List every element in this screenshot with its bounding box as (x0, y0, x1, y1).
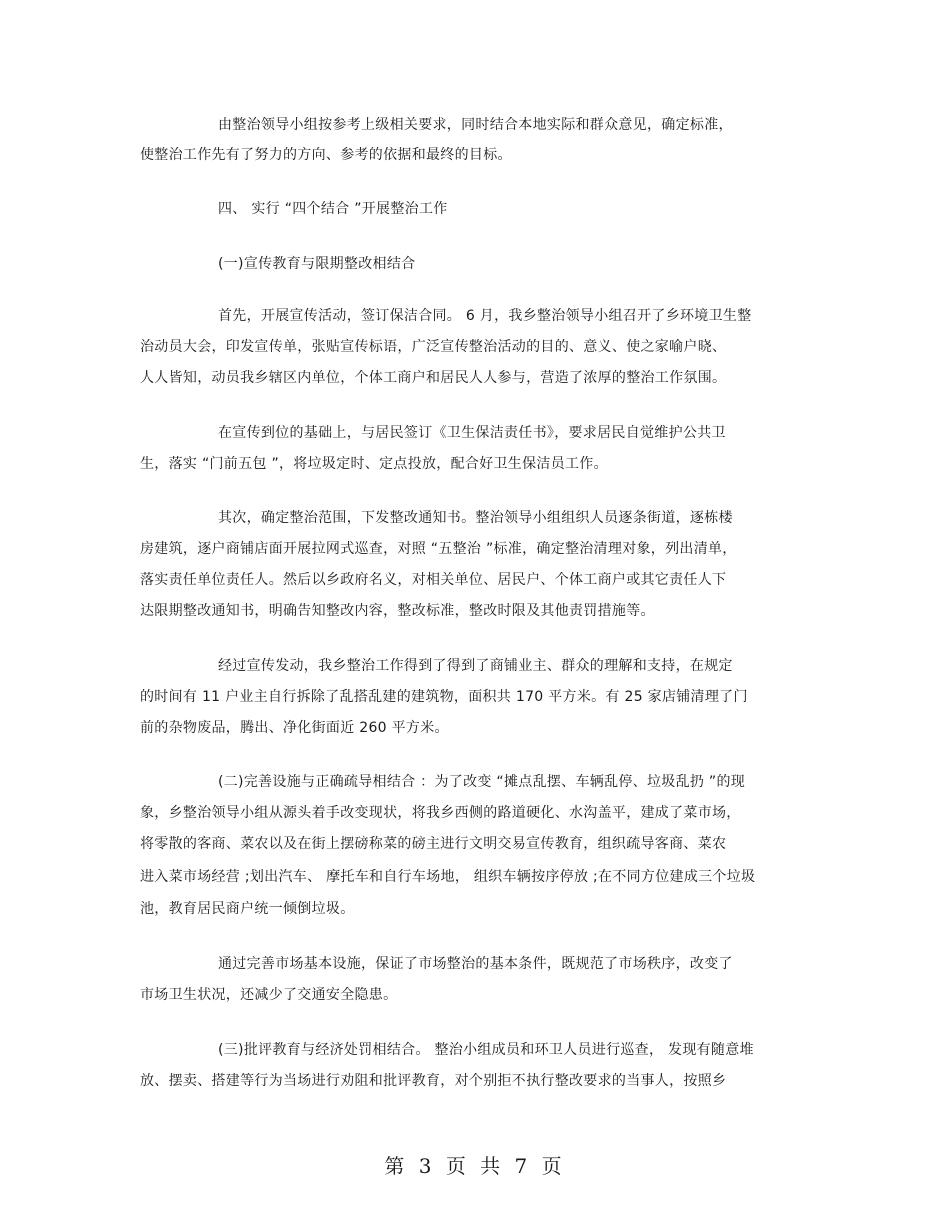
paragraph-line: 治动员大会，印发宣传单，张贴宣传标语，广泛宣传整治活动的目的、意义、使之家喻户晓、 (140, 339, 727, 355)
paragraph-line: (三)批评教育与经济处罚相结合。 整治小组成员和环卫人员进行巡查， 发现有随意堆 (218, 1042, 754, 1058)
paragraph-line: 首先，开展宣传活动，签订保洁合同。 6 月，我乡整治领导小组召开了乡环境卫生整 (218, 308, 752, 324)
paragraph-line: 人人皆知，动员我乡辖区内单位，个体工商户和居民人人参与，营造了浓厚的整治工作氛围。 (140, 370, 727, 386)
paragraph-line: 前的杂物废品，腾出、净化街面近 260 平方米。 (140, 720, 449, 736)
paragraph-line: 房建筑，逐户商铺店面开展拉网式巡查，对照 “五整治 ”标准，确定整治清理对象，列出清单， (140, 541, 737, 557)
paragraph-line: 经过宣传发动，我乡整治工作得到了得到了商铺业主、群众的理解和支持，在规定 (218, 658, 733, 674)
paragraph-line: 放、摆卖、搭建等行为当场进行劝阻和批评教育，对个别拒不执行整改要求的当事人，按照乡 (140, 1073, 727, 1089)
paragraph-line: 达限期整改通知书，明确告知整改内容，整改标准，整改时限及其他责罚措施等。 (140, 603, 655, 619)
paragraph-line: 池，教育居民商户统一倾倒垃圾。 (140, 901, 355, 917)
paragraph-line: 进入菜市场经营 ;划出汽车、 摩托车和自行车场地， 组织车辆按序停放 ;在不同方位建成三个垃圾 (140, 869, 756, 885)
paragraph-line: 生，落实 “门前五包 ”，将垃圾定时、定点投放，配合好卫生保洁员工作。 (140, 456, 608, 472)
paragraph-line: 使整治工作先有了努力的方向、参考的依据和最终的目标。 (140, 147, 512, 163)
paragraph-line: 在宣传到位的基础上，与居民签订《卫生保洁责任书》，要求居民自觉维护公共卫 (218, 425, 726, 441)
subsection-heading: (一)宣传教育与限期整改相结合 (218, 256, 416, 272)
paragraph-line: (二)完善设施与正确疏导相结合 ：为了改变 “摊点乱摆、车辆乱停、垃圾乱扔 ”的现 (218, 774, 746, 790)
paragraph-line: 由整治领导小组按参考上级相关要求，同时结合本地实际和群众意见，确定标准， (218, 117, 733, 133)
page-number-footer: 第 3 页 共 7 页 (384, 1154, 566, 1178)
paragraph-line: 象，乡整治领导小组从源头着手改变现状，将我乡西侧的路道硬化、水沟盖平，建成了菜市场， (140, 805, 741, 821)
paragraph-line: 将零散的客商、菜农以及在街上摆磅称菜的磅主进行文明交易宣传教育，组织疏导客商、菜农 (140, 836, 727, 852)
paragraph-line: 落实责任单位责任人。然后以乡政府名义，对相关单位、居民户、个体工商户或其它责任人下 (140, 572, 727, 588)
paragraph-line: 通过完善市场基本设施，保证了市场整治的基本条件，既规范了市场秩序，改变了 (218, 956, 733, 972)
paragraph-line: 其次，确定整治范围，下发整改通知书。整治领导小组组织人员逐条街道，逐栋楼 (218, 510, 733, 526)
section-heading: 四、 实行 “四个结合 ”开展整治工作 (218, 201, 448, 217)
paragraph-line: 的时间有 11 户业主自行拆除了乱搭乱建的建筑物，面积共 170 平方米。有 25 家店铺清理了门 (140, 689, 748, 705)
paragraph-line: 市场卫生状况，还减少了交通安全隐患。 (140, 987, 398, 1003)
